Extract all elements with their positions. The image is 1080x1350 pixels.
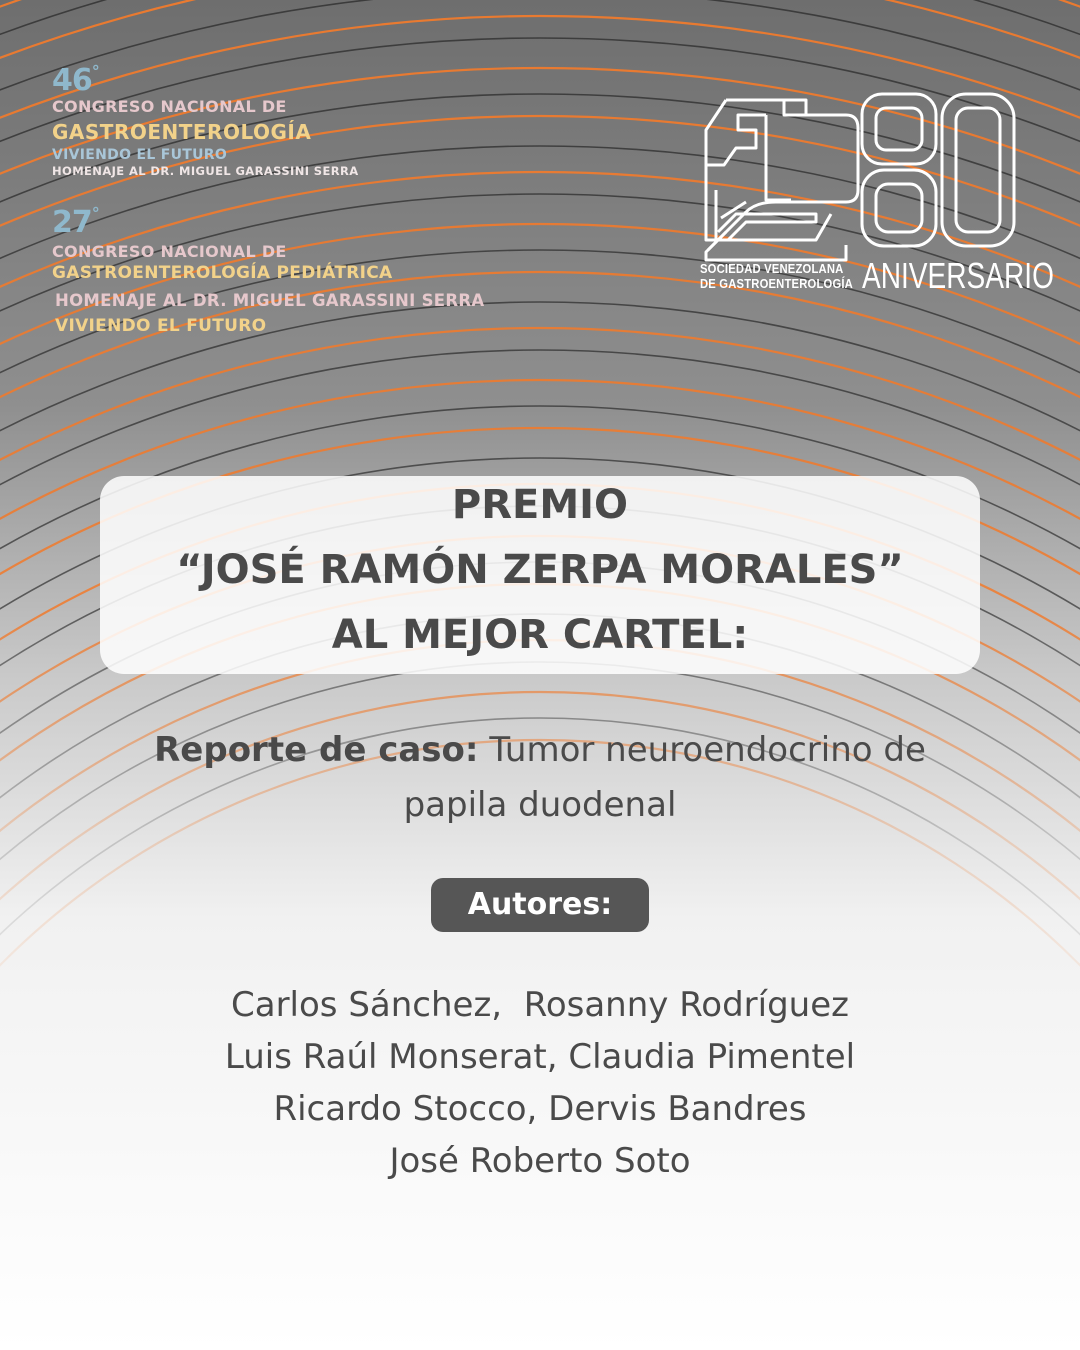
- author-line: Luis Raúl Monserat, Claudia Pimentel: [224, 1037, 856, 1077]
- congress1-motto: VIVIENDO EL FUTURO: [52, 147, 228, 163]
- case-report-title: Reporte de caso: Tumor neuroendocrino de: [154, 730, 926, 770]
- congress2-homage: HOMENAJE AL DR. MIGUEL GARASSINI SERRA: [55, 291, 485, 310]
- award-title-line2: “JOSÉ RAMÓN ZERPA MORALES”: [176, 547, 904, 593]
- anniversary-label: ANIVERSARIO: [862, 255, 1054, 296]
- authors-badge: Autores:: [431, 878, 649, 932]
- case-report-title-line2: papila duodenal: [403, 785, 677, 825]
- congress2-title: GASTROENTEROLOGÍA PEDIÁTRICA: [52, 263, 393, 283]
- congress2-motto: VIVIENDO EL FUTURO: [55, 316, 267, 336]
- congress1-homage: HOMENAJE AL DR. MIGUEL GARASSINI SERRA: [52, 164, 359, 178]
- author-line: Carlos Sánchez, Rosanny Rodríguez: [231, 985, 849, 1025]
- award-title-line3: AL MEJOR CARTEL:: [331, 612, 749, 658]
- author-line: Ricardo Stocco, Dervis Bandres: [273, 1089, 807, 1129]
- congress1-line1: CONGRESO NACIONAL DE: [52, 97, 287, 116]
- congress1-title: GASTROENTEROLOGÍA: [52, 120, 312, 144]
- congress-number-27: 27°: [52, 204, 99, 240]
- congress2-line1: CONGRESO NACIONAL DE: [52, 242, 287, 261]
- author-line: José Roberto Soto: [389, 1141, 691, 1181]
- case-report-label: Reporte de caso:: [154, 730, 479, 770]
- society-name: SOCIEDAD VENEZOLANA DE GASTROENTEROLOGÍA: [700, 262, 853, 291]
- congress-number-46: 46°: [52, 62, 99, 98]
- award-title-line1: PREMIO: [451, 482, 629, 528]
